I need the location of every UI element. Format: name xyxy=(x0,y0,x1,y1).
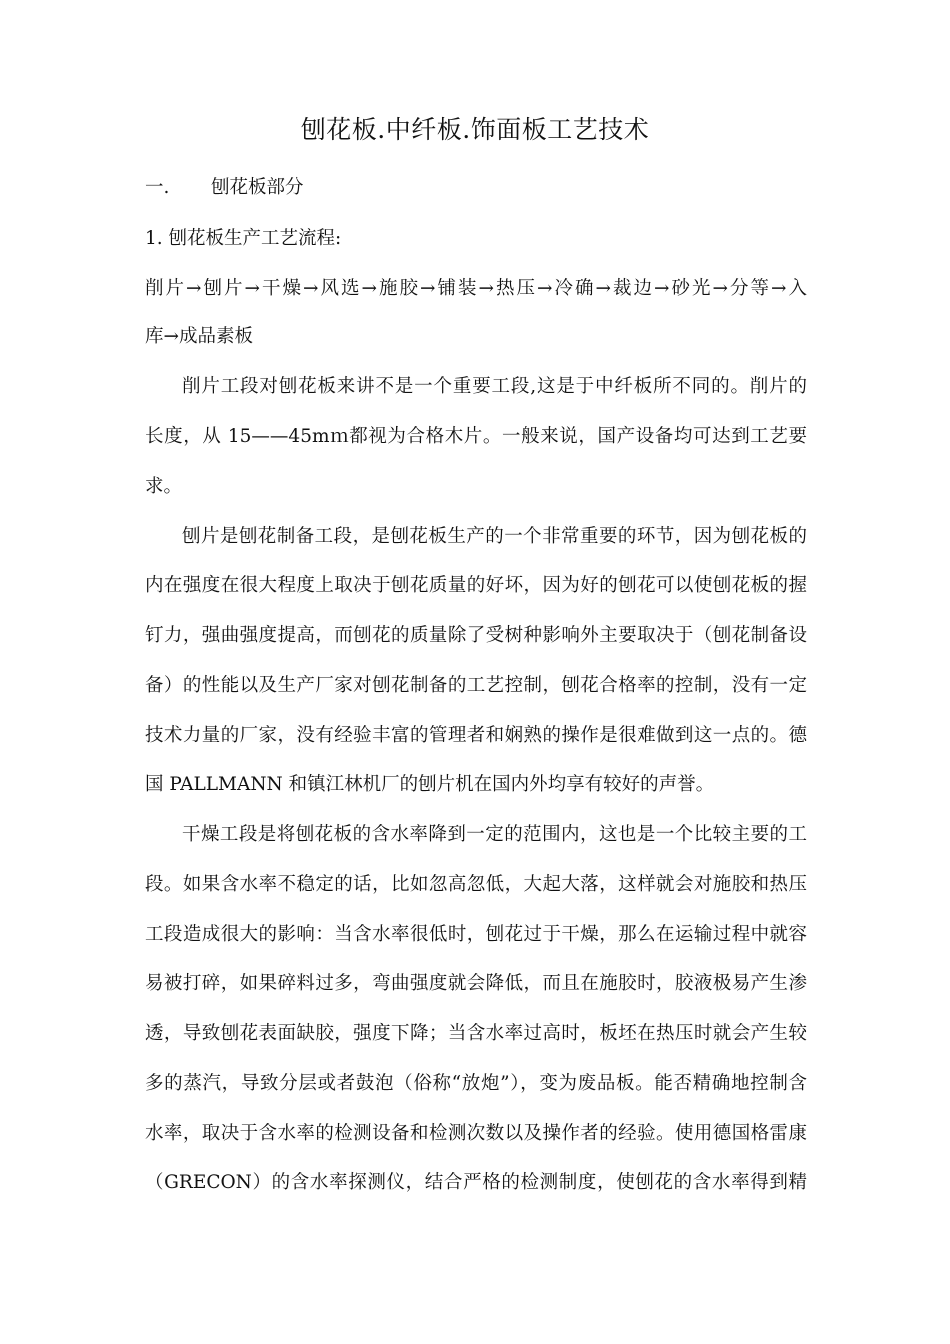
paragraph-line: 削片工段对刨花板来讲不是一个重要工段,这是于中纤板所不同的。削片的 xyxy=(182,376,807,397)
paragraph-line: 内在强度在很大程度上取决于刨花质量的好坏，因为好的刨花可以使刨花板的握 xyxy=(145,575,807,596)
paragraph-line: 易被打碎，如果碎料过多，弯曲强度就会降低，而且在施胶时，胶液极易产生渗 xyxy=(145,973,807,994)
paragraph-line: 工段造成很大的影响：当含水率很低时，刨花过于干燥，那么在运输过程中就容 xyxy=(145,924,807,945)
paragraph-line: 技术力量的厂家，没有经验丰富的管理者和娴熟的操作是很难做到这一点的。德 xyxy=(145,725,807,746)
paragraph-line: 干燥工段是将刨花板的含水率降到一定的范围内，这也是一个比较主要的工 xyxy=(182,824,807,845)
paragraph-line: 国 PALLMANN 和镇江林机厂的刨片机在国内外均享有较好的声誉。 xyxy=(145,774,715,795)
paragraph-line: 备）的性能以及生产厂家对刨花制备的工艺控制，刨花合格率的控制，没有一定 xyxy=(145,675,807,696)
document-title: 刨花板.中纤板.饰面板工艺技术 xyxy=(300,115,650,144)
paragraph-line: 多的蒸汽，导致分层或者鼓泡（俗称“放炮”），变为废品板。能否精确地控制含 xyxy=(145,1073,807,1094)
paragraph-line: 长度，从 15——45mｍ都视为合格木片。一般来说，国产设备均可达到工艺要 xyxy=(145,426,807,447)
process-flow-line: 削片→刨片→干燥→风选→施胶→铺装→热压→冷确→裁边→砂光→分等→入 xyxy=(145,278,807,299)
paragraph-line: 求。 xyxy=(145,476,183,497)
paragraph-line: 钉力，强曲强度提高，而刨花的质量除了受树种影响外主要取决于（刨花制备设 xyxy=(145,625,807,646)
subheading: 1. 刨花板生产工艺流程: xyxy=(145,228,342,249)
paragraph-line: （GRECON）的含水率探测仪，结合严格的检测制度，使刨花的含水率得到精 xyxy=(145,1172,807,1193)
paragraph-line: 透，导致刨花表面缺胶，强度下降；当含水率过高时，板坯在热压时就会产生较 xyxy=(145,1023,807,1044)
section-heading xyxy=(145,175,304,201)
section-label: 刨花板部分 xyxy=(211,177,304,198)
process-flow-line: 库→成品素板 xyxy=(145,326,254,347)
section-number: 一. xyxy=(145,177,170,198)
paragraph-line: 段。如果含水率不稳定的话，比如忽高忽低，大起大落，这样就会对施胶和热压 xyxy=(145,874,807,895)
paragraph-line: 刨片是刨花制备工段，是刨花板生产的一个非常重要的环节，因为刨花板的 xyxy=(182,526,807,547)
paragraph-line: 水率，取决于含水率的检测设备和检测次数以及操作者的经验。使用德国格雷康 xyxy=(145,1123,807,1144)
